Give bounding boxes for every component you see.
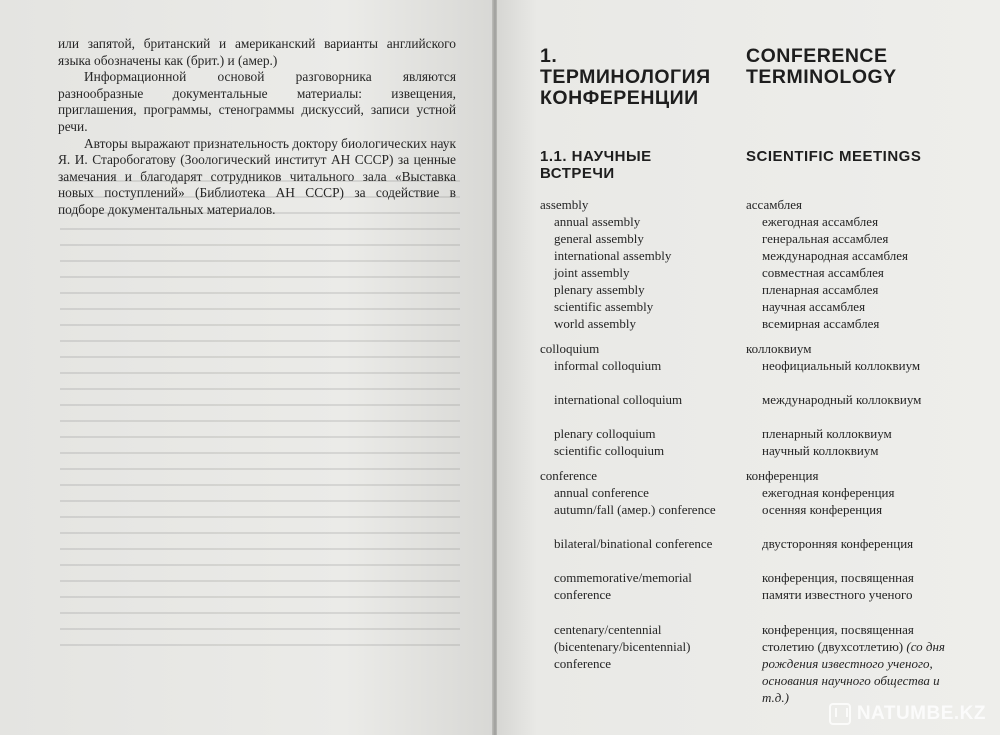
watermark-text: NATUMBE.KZ [856, 703, 986, 724]
term-ru: научная ассамблея [762, 299, 866, 314]
term-ru: коллоквиум [746, 341, 812, 356]
term-en: centenary/centennial (bicentenary/bicentennial) conference [554, 622, 691, 671]
glossary-row [540, 315, 960, 340]
glossary-row [540, 569, 960, 621]
watermark [829, 703, 986, 725]
term-en: annual assembly [554, 214, 641, 229]
preface-text [58, 36, 456, 219]
term-en: autumn/fall (амер.) conference [554, 502, 716, 517]
glossary-row [540, 425, 960, 442]
term-ru: научный коллоквиум [762, 443, 879, 458]
term-en: world assembly [554, 316, 636, 331]
preface-paragraph: или запятой, британский и американский варианты английского языка обозначены как (брит.) и (амер.) [58, 36, 456, 68]
glossary-row [540, 264, 960, 281]
show-through-text [60, 180, 460, 670]
section-title-ru: 1. ТЕРМИНОЛОГИЯ КОНФЕРЕНЦИИ [540, 45, 711, 109]
term-ru [762, 621, 950, 706]
term-ru: международный коллоквиум [762, 392, 922, 407]
glossary-row [540, 535, 960, 569]
term-en: scientific assembly [554, 299, 654, 314]
term-en: plenary colloquium [554, 426, 656, 441]
preface-paragraph: Авторы выражают признательность доктору биологических наук Я. И. Старобогатову (Зоологический институт АН СССР) за ценные замечания и благодарят сотрудников читального зала «Выставка новых поступлений» (Библиотека АН СССР) за содействие в подборе документальных материалов. [58, 135, 456, 217]
term-en: informal colloquium [554, 358, 662, 373]
term-ru: двусторонняя конференция [762, 536, 914, 551]
term-ru: генеральная ассамблея [762, 231, 889, 246]
term-en: international assembly [554, 248, 672, 263]
term-en: scientific colloquium [554, 443, 665, 458]
glossary-row [540, 391, 960, 425]
glossary-row [540, 484, 960, 501]
term-en: colloquium [540, 341, 600, 356]
watermark-logo-icon [829, 703, 851, 725]
glossary-headword [540, 196, 960, 213]
term-ru-main: конференция, посвященная столетию (двухсотлетию) [762, 622, 914, 654]
term-ru: конференция [746, 468, 819, 483]
glossary-row [540, 621, 960, 705]
term-ru: конференция, посвященная памяти известного ученого [762, 570, 914, 602]
glossary [540, 196, 960, 705]
glossary-row [540, 298, 960, 315]
glossary-row [540, 281, 960, 298]
term-en: conference [540, 468, 598, 483]
term-ru: международная ассамблея [762, 248, 909, 263]
glossary-row [540, 442, 960, 467]
preface-paragraph: Информационной основой разговорника являются разнообразные документальные материалы: извещения, приглашения, программы, стенограммы дискуссий, записи устной речи. [58, 69, 456, 134]
glossary-row [540, 501, 960, 535]
subsection-title-en: SCIENTIFIC MEETINGS [746, 148, 922, 165]
term-en: annual conference [554, 485, 649, 500]
term-en: plenary assembly [554, 282, 645, 297]
term-en: bilateral/binational conference [554, 536, 713, 551]
term-ru: неофициальный коллоквиум [762, 358, 921, 373]
left-page [0, 0, 494, 735]
term-ru: совместная ассамблея [762, 265, 884, 280]
term-ru: пленарная ассамблея [762, 282, 879, 297]
term-ru-note: (со дня рождения известного ученого, основания научного общества и т.д.) [762, 639, 945, 705]
term-ru: осенняя конференция [762, 502, 883, 517]
term-en: general assembly [554, 231, 644, 246]
term-en: international colloquium [554, 392, 683, 407]
glossary-row [540, 247, 960, 264]
glossary-row [540, 357, 960, 391]
glossary-row [540, 213, 960, 230]
term-ru: ежегодная ассамблея [762, 214, 879, 229]
term-ru: всемирная ассамблея [762, 316, 880, 331]
term-en: joint assembly [554, 265, 630, 280]
glossary-headword [540, 467, 960, 484]
term-ru: пленарный коллоквиум [762, 426, 892, 441]
term-en: assembly [540, 197, 589, 212]
term-ru: ассамблея [746, 197, 802, 212]
term-en: commemorative/memorial conference [554, 570, 692, 602]
subsection-title-ru: 1.1. НАУЧНЫЕ ВСТРЕЧИ [540, 148, 652, 182]
glossary-row [540, 230, 960, 247]
term-ru: ежегодная конференция [762, 485, 895, 500]
section-title-en: CONFERENCE TERMINOLOGY [746, 45, 897, 88]
glossary-headword [540, 340, 960, 357]
